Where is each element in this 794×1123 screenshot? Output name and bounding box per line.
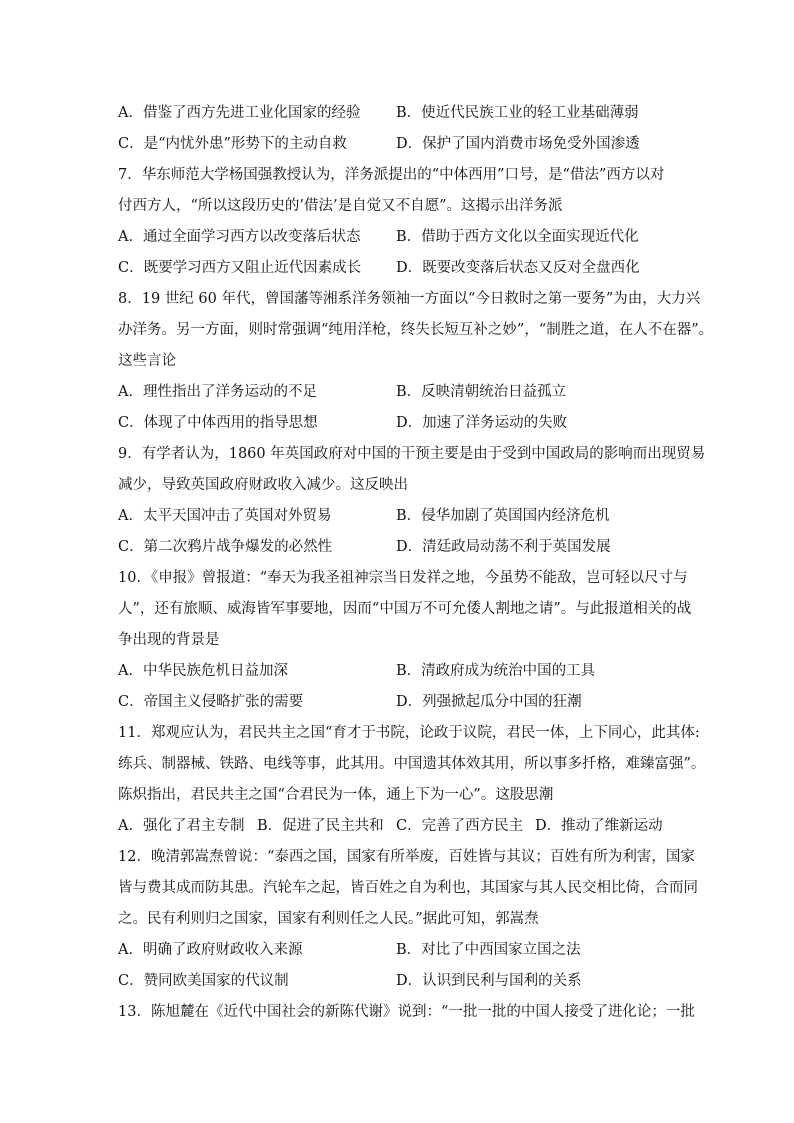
q7-stem-line-1: 7．华东师范大学杨国强教授认为，洋务派提出的“中体西用”口号，是“借法”西方以对 — [118, 167, 665, 183]
q9-options-row-2 — [118, 534, 680, 565]
q7-option-d[interactable]: D．既要改变落后状态又反对全盘西化 — [396, 260, 640, 276]
q10-option-b[interactable]: B．清政府成为统治中国的工具 — [396, 663, 596, 679]
q7-option-c[interactable]: C．既要学习西方又阻止近代因素成长 — [118, 260, 362, 276]
question-list — [118, 100, 714, 1030]
q10-options-row-1 — [118, 658, 680, 689]
q12-stem-line-3: 之。民有利则归之国家，国家有利则任之人民。”据此可知，郭嵩焘 — [118, 911, 539, 927]
q8-options-row-1 — [118, 379, 680, 410]
q9-stem-line-2: 减少，导致英国政府财政收入减少。这反映出 — [118, 477, 408, 493]
q8-stem-line-2: 办洋务。另一方面，则时常强调“纯用洋枪，终失长短互补之妙”，“制胜之道，在人不在器”。 — [118, 322, 714, 338]
q8-options-row-2 — [118, 410, 680, 441]
q6-option-d[interactable]: D．保护了国内消费市场免受外国渗透 — [396, 136, 640, 152]
q12-option-d[interactable]: D．认识到民利与国利的关系 — [396, 973, 582, 989]
q7-stem-line-2: 付西方人，“所以这段历史的’借法’是自觉又不自愿”。这揭示出洋务派 — [118, 198, 563, 214]
q12-stem-line-2: 皆与费其成而防其患。汽轮车之起，皆百姓之自为利也，其国家与其人民交相比倚，合而同 — [118, 880, 698, 896]
q8-option-c[interactable]: C．体现了中体西用的指导思想 — [118, 415, 318, 431]
q12-options-row-1 — [118, 937, 680, 968]
q9-stem-line-1: 9．有学者认为，1860 年英国政府对中国的干预主要是由于受到中国政局的影响而出现贸易 — [118, 446, 706, 462]
q7-option-b[interactable]: B．借助于西方文化以全面实现近代化 — [396, 229, 639, 245]
q10-stem-line-1: 10．《申报》曾报道：“奉天为我圣祖神宗当日发祥之地，今虽势不能敌，岂可轻以尺寸与 — [118, 570, 688, 586]
q12-stem-line-1: 12．晚清郭嵩焘曾说：“泰西之国，国家有所举废，百姓皆与其议；百姓有所为利害，国家 — [118, 849, 695, 865]
q10-option-c[interactable]: C．帝国主义侵略扩张的需要 — [118, 694, 304, 710]
q9-option-a[interactable]: A．太平天国冲击了英国对外贸易 — [118, 508, 332, 524]
q9-option-b[interactable]: B．侵华加剧了英国国内经济危机 — [396, 508, 610, 524]
q6-options-row-2 — [118, 131, 680, 162]
q11-option-b[interactable]: B．促进了民主共和 — [257, 818, 384, 834]
q11-stem-line-2: 练兵、制器械、铁路、电线等事，此其用。中国遗其体效其用，所以事多扦格，难臻富强”。 — [118, 756, 706, 772]
q8-option-d[interactable]: D．加速了洋务运动的失败 — [396, 415, 568, 431]
q8-stem-line-1: 8．19 世纪 60 年代，曾国藩等湘系洋务领袖一方面以“今日救时之第一要务”为由，大力兴 — [118, 291, 701, 307]
q11-option-a[interactable]: A．强化了君主专制 — [118, 818, 245, 834]
q12-option-a[interactable]: A．明确了政府财政收入来源 — [118, 942, 303, 958]
q10-option-a[interactable]: A．中华民族危机日益加深 — [118, 663, 288, 679]
q8-stem-line-3: 这些言论 — [118, 353, 176, 369]
q11-option-c[interactable]: C．完善了西方民主 — [396, 818, 524, 834]
q6-option-b[interactable]: B．使近代民族工业的轻工业基础薄弱 — [396, 105, 639, 121]
q9-options-row-1 — [118, 503, 680, 534]
q10-options-row-2 — [118, 689, 680, 720]
q11-option-d[interactable]: D．推动了维新运动 — [535, 818, 663, 834]
q10-stem-line-3: 争出现的背景是 — [118, 632, 220, 648]
q11-stem-line-3: 陈炽指出，君民共主之国“合君民为一体，通上下为一心”。这股思潮 — [118, 787, 554, 803]
q11-options-row — [118, 813, 680, 844]
q8-option-b[interactable]: B．反映清朝统治日益孤立 — [396, 384, 567, 400]
q6-options-row-1 — [118, 100, 680, 131]
q9-option-d[interactable]: D．清廷政局动荡不利于英国发展 — [396, 539, 611, 555]
q12-option-b[interactable]: B．对比了中西国家立国之法 — [396, 942, 581, 958]
q7-options-row-2 — [118, 255, 680, 286]
q6-option-a[interactable]: A．借鉴了西方先进工业化国家的经验 — [118, 105, 361, 121]
q9-option-c[interactable]: C．第二次鸦片战争爆发的必然性 — [118, 539, 333, 555]
q8-option-a[interactable]: A．理性指出了洋务运动的不足 — [118, 384, 317, 400]
q11-stem-line-1: 11．郑观应认为，君民共主之国“育才于书院，论政于议院，君民一体，上下同心，此其体: — [118, 725, 700, 741]
q12-option-c[interactable]: C．赞同欧美国家的代议制 — [118, 973, 289, 989]
q7-option-a[interactable]: A．通过全面学习西方以改变落后状态 — [118, 229, 361, 245]
q13-stem-line-1: 13．陈旭麓在《近代中国社会的新陈代谢》说到：“一批一批的中国人接受了进化论；一批 — [118, 1004, 695, 1020]
q10-stem-line-2: 人”，还有旅顺、威海皆军事要地，因而“中国万不可允倭人割地之请”。与此报道相关的战 — [118, 601, 692, 617]
q6-option-c[interactable]: C．是“内忧外患”形势下的主动自救 — [118, 136, 347, 152]
q12-options-row-2 — [118, 968, 680, 999]
q10-option-d[interactable]: D．列强掀起瓜分中国的狂潮 — [396, 694, 582, 710]
q7-options-row-1 — [118, 224, 680, 255]
